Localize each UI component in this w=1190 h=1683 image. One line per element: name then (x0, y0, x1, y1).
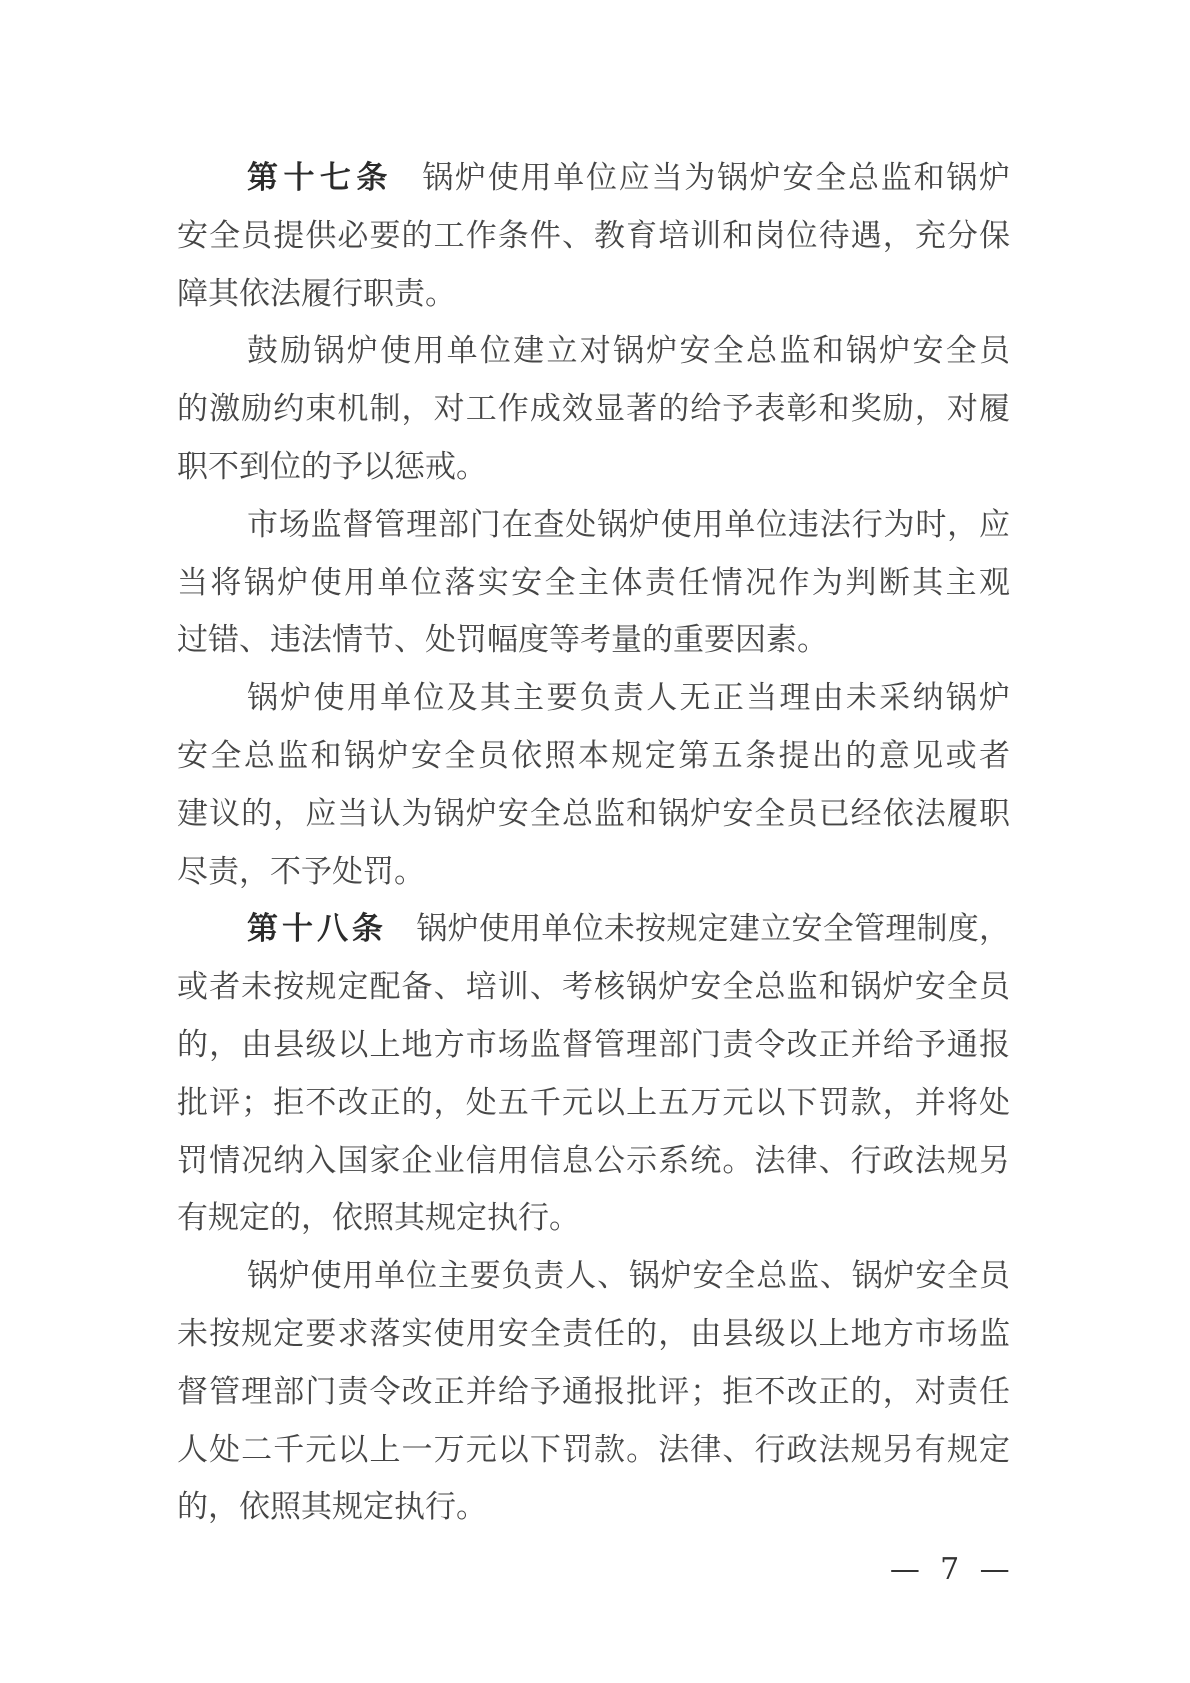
text-line (177, 670, 1010, 728)
text-line (177, 844, 1010, 902)
text-line (177, 1190, 1010, 1248)
line-text: 市场监督管理部门在查处锅炉使用单位违法行为时，应 (247, 506, 1010, 543)
line-text: 的，依照其规定执行。 (177, 1489, 487, 1526)
text-block (177, 150, 1010, 1537)
text-line (177, 959, 1010, 1017)
line-text: 的激励约束机制，对工作成效显著的给予表彰和奖励，对履 (177, 391, 1010, 428)
line-text: 障其依法履行职责。 (177, 275, 456, 312)
text-line (177, 1364, 1010, 1422)
text-line (177, 612, 1010, 670)
line-text: 锅炉使用单位未按规定建立安全管理制度， (416, 911, 1010, 948)
text-line (177, 901, 1010, 959)
text-line (177, 323, 1010, 381)
text-line (177, 728, 1010, 786)
text-line (177, 150, 1010, 208)
line-text: 尽责，不予处罚。 (177, 853, 425, 890)
line-text: 鼓励锅炉使用单位建立对锅炉安全总监和锅炉安全员 (247, 333, 1010, 370)
text-line (177, 1479, 1010, 1537)
line-text: 批评；拒不改正的，处五千元以上五万元以下罚款，并将处 (177, 1084, 1010, 1121)
text-line (177, 1075, 1010, 1133)
article-number: 第十八条 (247, 911, 387, 948)
line-text: 安全总监和锅炉安全员依照本规定第五条提出的意见或者 (177, 737, 1010, 774)
line-text: 当将锅炉使用单位落实安全主体责任情况作为判断其主观 (177, 564, 1010, 601)
text-line (177, 555, 1010, 613)
line-text: 安全员提供必要的工作条件、教育培训和岗位待遇，充分保 (177, 217, 1010, 254)
text-line (177, 1017, 1010, 1075)
line-text: 建议的，应当认为锅炉安全总监和锅炉安全员已经依法履职 (177, 795, 1010, 832)
line-text: 或者未按规定配备、培训、考核锅炉安全总监和锅炉安全员 (177, 969, 1010, 1006)
article-number: 第十七条 (247, 160, 393, 196)
line-text: 锅炉使用单位主要负责人、锅炉安全总监、锅炉安全员 (247, 1258, 1010, 1295)
line-text: 的，由县级以上地方市场监督管理部门责令改正并给予通报 (177, 1026, 1010, 1063)
page-number: — 7 — (889, 1552, 1015, 1587)
text-line (177, 266, 1010, 324)
text-line (177, 208, 1010, 266)
line-text: 人处二千元以上一万元以下罚款。法律、行政法规另有规定 (177, 1431, 1010, 1468)
line-text: 未按规定要求落实使用安全责任的，由县级以上地方市场监 (177, 1315, 1010, 1352)
text-line (177, 786, 1010, 844)
text-line (177, 381, 1010, 439)
text-line (177, 1133, 1010, 1191)
line-text: 锅炉使用单位及其主要负责人无正当理由未采纳锅炉 (247, 680, 1010, 717)
text-line (177, 1422, 1010, 1480)
line-text: 罚情况纳入国家企业信用信息公示系统。法律、行政法规另 (177, 1142, 1010, 1179)
text-line (177, 1306, 1010, 1364)
text-line (177, 1248, 1010, 1306)
text-line (177, 439, 1010, 497)
text-line (177, 497, 1010, 555)
line-text: 有规定的，依照其规定执行。 (177, 1200, 580, 1237)
line-text: 锅炉使用单位应当为锅炉安全总监和锅炉 (422, 160, 1010, 196)
line-text: 职不到位的予以惩戒。 (177, 448, 487, 485)
line-text: 督管理部门责令改正并给予通报批评；拒不改正的，对责任 (177, 1373, 1010, 1410)
line-text: 过错、违法情节、处罚幅度等考量的重要因素。 (177, 622, 828, 659)
